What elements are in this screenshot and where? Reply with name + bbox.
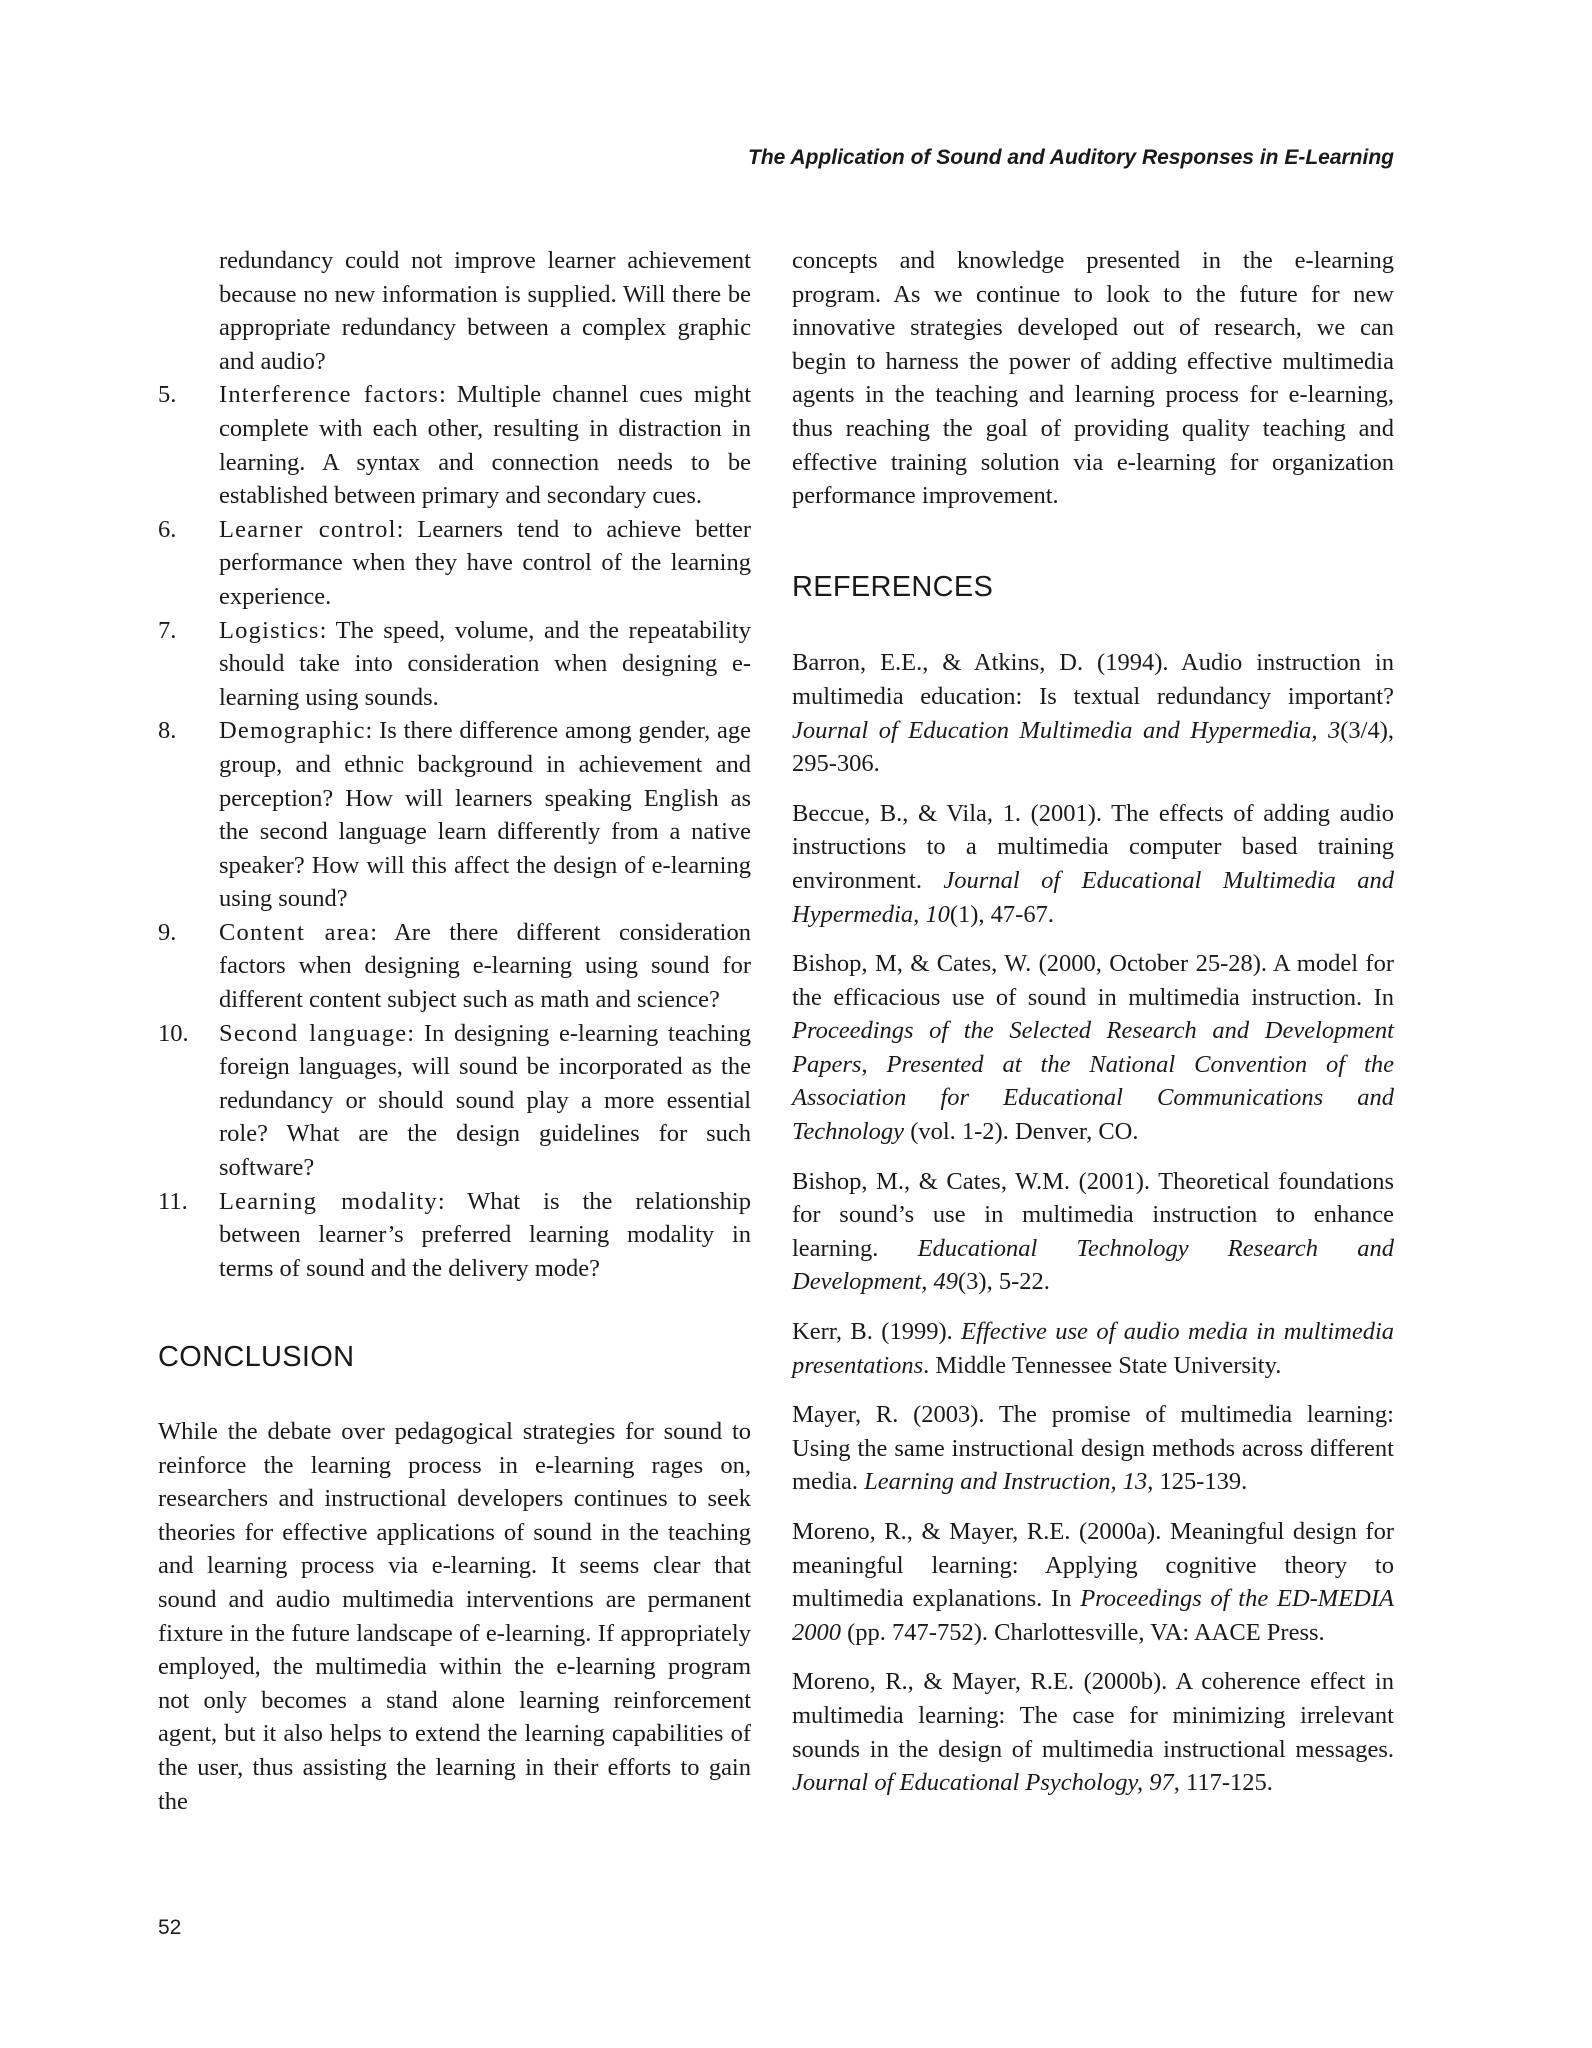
reference-source-title: Learning and Instruction, 13: [864, 1468, 1148, 1496]
references-heading: REFERENCES: [792, 570, 994, 603]
reference-text: Beccue, B., & Vila, 1. (2001). The effects of adding audio instructions to a multimedia computer based training environment.: [792, 799, 1394, 894]
list-item-term: Second language: [219, 1019, 408, 1047]
list-item: [158, 614, 751, 715]
conclusion-heading: CONCLUSION: [158, 1341, 355, 1374]
reference-text: . Middle Tennessee State University.: [923, 1351, 1282, 1379]
list-continuation-text: redundancy could not improve learner achievement because no new information is supplied. Will there be appropriate redundancy between a complex graphic and audio?: [219, 247, 751, 375]
list-item: [158, 513, 751, 614]
reference-text: Bishop, M, & Cates, W. (2000, October 25-28). A model for the efficacious use of sound in multimedia instruction. In: [792, 950, 1394, 1011]
reference-text: Mayer, R. (2003). The promise of multimedia learning: Using the same instructional design methods across different media.: [792, 1401, 1394, 1496]
list-item-number: 10.: [158, 1019, 189, 1047]
reference-source-title: Proceedings of the ED-MEDIA 2000: [792, 1585, 1394, 1646]
reference-source-title: Educational Technology Research and Development, 49: [792, 1234, 1394, 1296]
reference-entry: [792, 797, 1394, 931]
list-item-number: 6.: [158, 515, 177, 543]
conclusion-paragraph: While the debate over pedagogical strategies for sound to reinforce the learning process in e-learning rages on, researchers and instructional developers continues to seek theories for effective applications of sound in the teaching and learning process via e-learning. It seems clear that sound and audio multimedia interventions are permanent fixture in the future landscape of e-learning. If appropriately employed, the multimedia within the e-learning program not only becomes a stand alone learning reinforcement agent, but it also helps to extend the learning capabilities of the user, thus assisting the learning in their efforts to gain the: [158, 1418, 751, 1815]
list-item-text: : What is the relationship between learner’s preferred learning modality in terms of sound and the delivery mode?: [219, 1187, 751, 1282]
reference-entry: [792, 1398, 1394, 1499]
reference-text: Bishop, M., & Cates, W.M. (2001). Theoretical foundations for sound’s use in multimedia instruction to enhance learning.: [792, 1167, 1394, 1262]
conclusion-continuation-text: concepts and knowledge presented in the e-learning program. As we continue to look to the future for new innovative strategies developed out of research, we can begin to harness the power of adding effective multimedia agents in the teaching and learning process for e-learning, thus reaching the goal of providing quality teaching and effective training solution via e-learning for organization performance improvement.: [792, 247, 1394, 510]
list-item: [158, 916, 751, 1017]
list-item-number: 9.: [158, 918, 177, 946]
reference-text: Moreno, R., & Mayer, R.E. (2000b). A coherence effect in multimedia learning: The case for minimizing irrelevant sounds in the design of multimedia instructional messages.: [792, 1668, 1394, 1763]
reference-text: (vol. 1-2). Denver, CO.: [904, 1118, 1139, 1146]
reference-source-title: Journal of Educational Psychology, 97: [792, 1769, 1174, 1797]
reference-entry: [792, 646, 1394, 780]
list-item-term: Interference factors: [219, 381, 439, 409]
reference-source-title: Effective use of audio media in multimedia presentations: [792, 1318, 1395, 1379]
reference-source-title: Journal of Education Multimedia and Hypermedia, 3: [792, 716, 1341, 744]
reference-text: Kerr, B. (1999).: [792, 1318, 962, 1346]
list-item-term: Logistics: [219, 616, 320, 644]
list-item-text: : Multiple channel cues might complete with each other, resulting in distraction in learning. A syntax and connection needs to be established between primary and secondary cues.: [219, 381, 751, 510]
list-item-term: Demographic: [219, 717, 366, 745]
list-item-text: : Are there different consideration factors when designing e-learning using sound for different content subject such as math and science?: [219, 918, 751, 1014]
list-item: [158, 714, 751, 916]
page-number: 52: [158, 1916, 182, 1939]
list-item: [158, 378, 751, 512]
list-item-text: : Is there difference among gender, age group, and ethnic background in achievement and perception? How will learners speaking English as the second language learn differently from a native speaker? How will this affect the design of e-learning using sound?: [219, 717, 751, 913]
list-item-number: 7.: [158, 616, 177, 644]
list-item-term: Learning modality: [219, 1187, 438, 1215]
list-item-number: 11.: [158, 1187, 188, 1215]
reference-text: Moreno, R., & Mayer, R.E. (2000a). Meaningful design for meaningful learning: Applying cognitive theory to multimedia explanations. In: [792, 1518, 1394, 1613]
list-item-text: : In designing e-learning teaching foreign languages, will sound be incorporated as the redundancy or should sound play a more essential role? What are the design guidelines for such software?: [219, 1019, 752, 1182]
reference-source-title: Journal of Educational Multimedia and Hypermedia, 10: [792, 866, 1394, 928]
list-item-text: : Learners tend to achieve better performance when they have control of the learning experience.: [219, 515, 751, 610]
list-item-number: 8.: [158, 717, 177, 745]
list-item-term: Learner control: [219, 515, 397, 543]
list-item-number: 5.: [158, 381, 177, 409]
reference-text: (pp. 747-752). Charlottesville, VA: AACE Press.: [841, 1618, 1325, 1646]
references-list: [792, 646, 1394, 1799]
reference-source-title: Proceedings of the Selected Research and Development Papers, Presented at the National Convention of the Association for Educational Communications and Technology: [792, 1017, 1394, 1146]
running-header-title: The Application of Sound and Auditory Responses in E-Learning: [748, 146, 1394, 169]
research-questions-list: [158, 378, 751, 1285]
reference-entry: [792, 1315, 1394, 1382]
list-item: [158, 1185, 751, 1286]
reference-entry: [792, 1515, 1394, 1649]
reference-text: , 125-139.: [1147, 1468, 1248, 1496]
reference-text: (3/4), 295-306.: [792, 716, 1394, 778]
list-item-term: Content area: [219, 918, 371, 946]
reference-text: (3), 5-22.: [958, 1268, 1050, 1296]
reference-entry: [792, 1665, 1394, 1799]
left-column: [158, 244, 751, 1818]
reference-entry: [792, 1165, 1394, 1299]
reference-text: (1), 47-67.: [949, 900, 1054, 928]
reference-entry: [792, 947, 1394, 1149]
list-item-text: : The speed, volume, and the repeatability should take into consideration when designing e-learning using sounds.: [219, 616, 751, 711]
reference-text: , 117-125.: [1173, 1769, 1273, 1797]
reference-text: Barron, E.E., & Atkins, D. (1994). Audio instruction in multimedia education: Is textual redundancy important?: [792, 649, 1394, 710]
right-column: [792, 244, 1394, 1816]
list-item: [158, 1017, 751, 1185]
